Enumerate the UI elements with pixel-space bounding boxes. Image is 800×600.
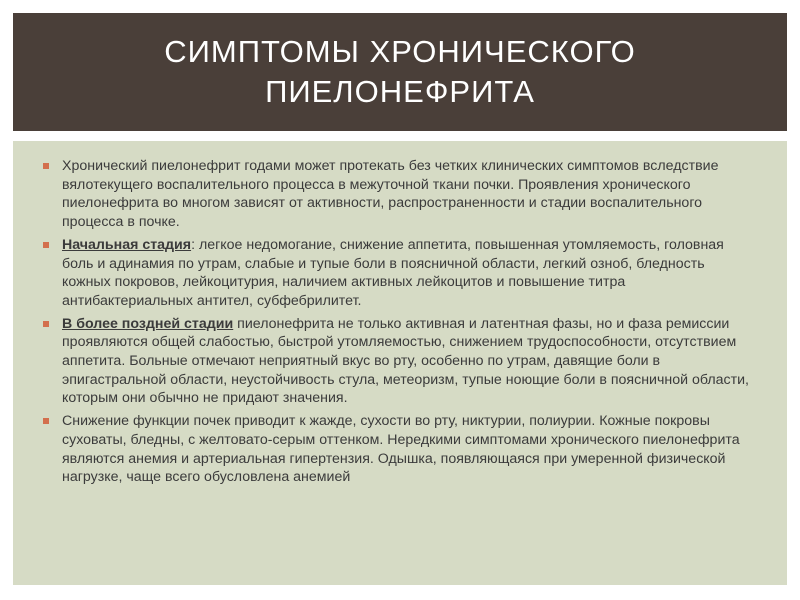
bullet-item-later-stage [40,315,757,409]
square-bullet-icon [43,321,49,327]
square-bullet-icon [43,163,49,169]
square-bullet-icon [43,418,49,424]
bullet-lead: В более поздней стадии [62,315,234,332]
bullet-lead: Начальная стадия [62,236,192,253]
bullet-text: Хронический пиелонефрит годами может протекать без четких клинических симптомов вследствие вялотекущего воспалительного процесса в межуточной ткани почки. Проявления хронического пиелонефрита во многом зависят от активности, распространенности и стадии воспалительного процесса в почке. [62,158,719,231]
bullet-text: Снижение функции почек приводит к жажде, сухости во рту, никтурии, полиурии. Кожные покровы суховаты, бледны, с желтовато-серым оттенком. Нередкими симптомами хронического пиелонефрита являются анемия и артериальная гипертензия. Одышка, появляющаяся при умеренной физической нагрузке, чаще всего обусловлена анемией [62,413,740,486]
slide-title: СИМПТОМЫ ХРОНИЧЕСКОГО ПИЕЛОНЕФРИТА [164,34,636,109]
bullet-item-kidney-function [40,412,757,487]
square-bullet-icon [43,242,49,248]
title-bar [13,13,787,131]
bullet-item-intro [40,157,757,232]
bullet-text: : легкое недомогание, снижение аппетита, повышенная утомляемость, головная боль и адинамия по утрам, слабые и тупые боли в поясничной области, легкий озноб, бледность кожных покровов, лейкоцитурия, наличием активных лейкоцитов и повышение титра антибактериальных антител, субфебрилитет. [62,236,724,309]
bullet-text: пиелонефрита не только активная и латентная фазы, но и фаза ремиссии проявляются общей слабостью, быстрой утомляемостью, снижением трудоспособности, отсутствием аппетита. Больные отмечают неприятный вкус во рту, особенно по утрам, давящие боли в эпигастральной области, неустойчивость стула, метеоризм, тупые ноющие боли в поясничной области, которым они обычно не придают значения. [62,315,749,407]
content-area [13,141,787,585]
bullet-list [40,157,757,487]
bullet-item-initial-stage [40,236,757,311]
